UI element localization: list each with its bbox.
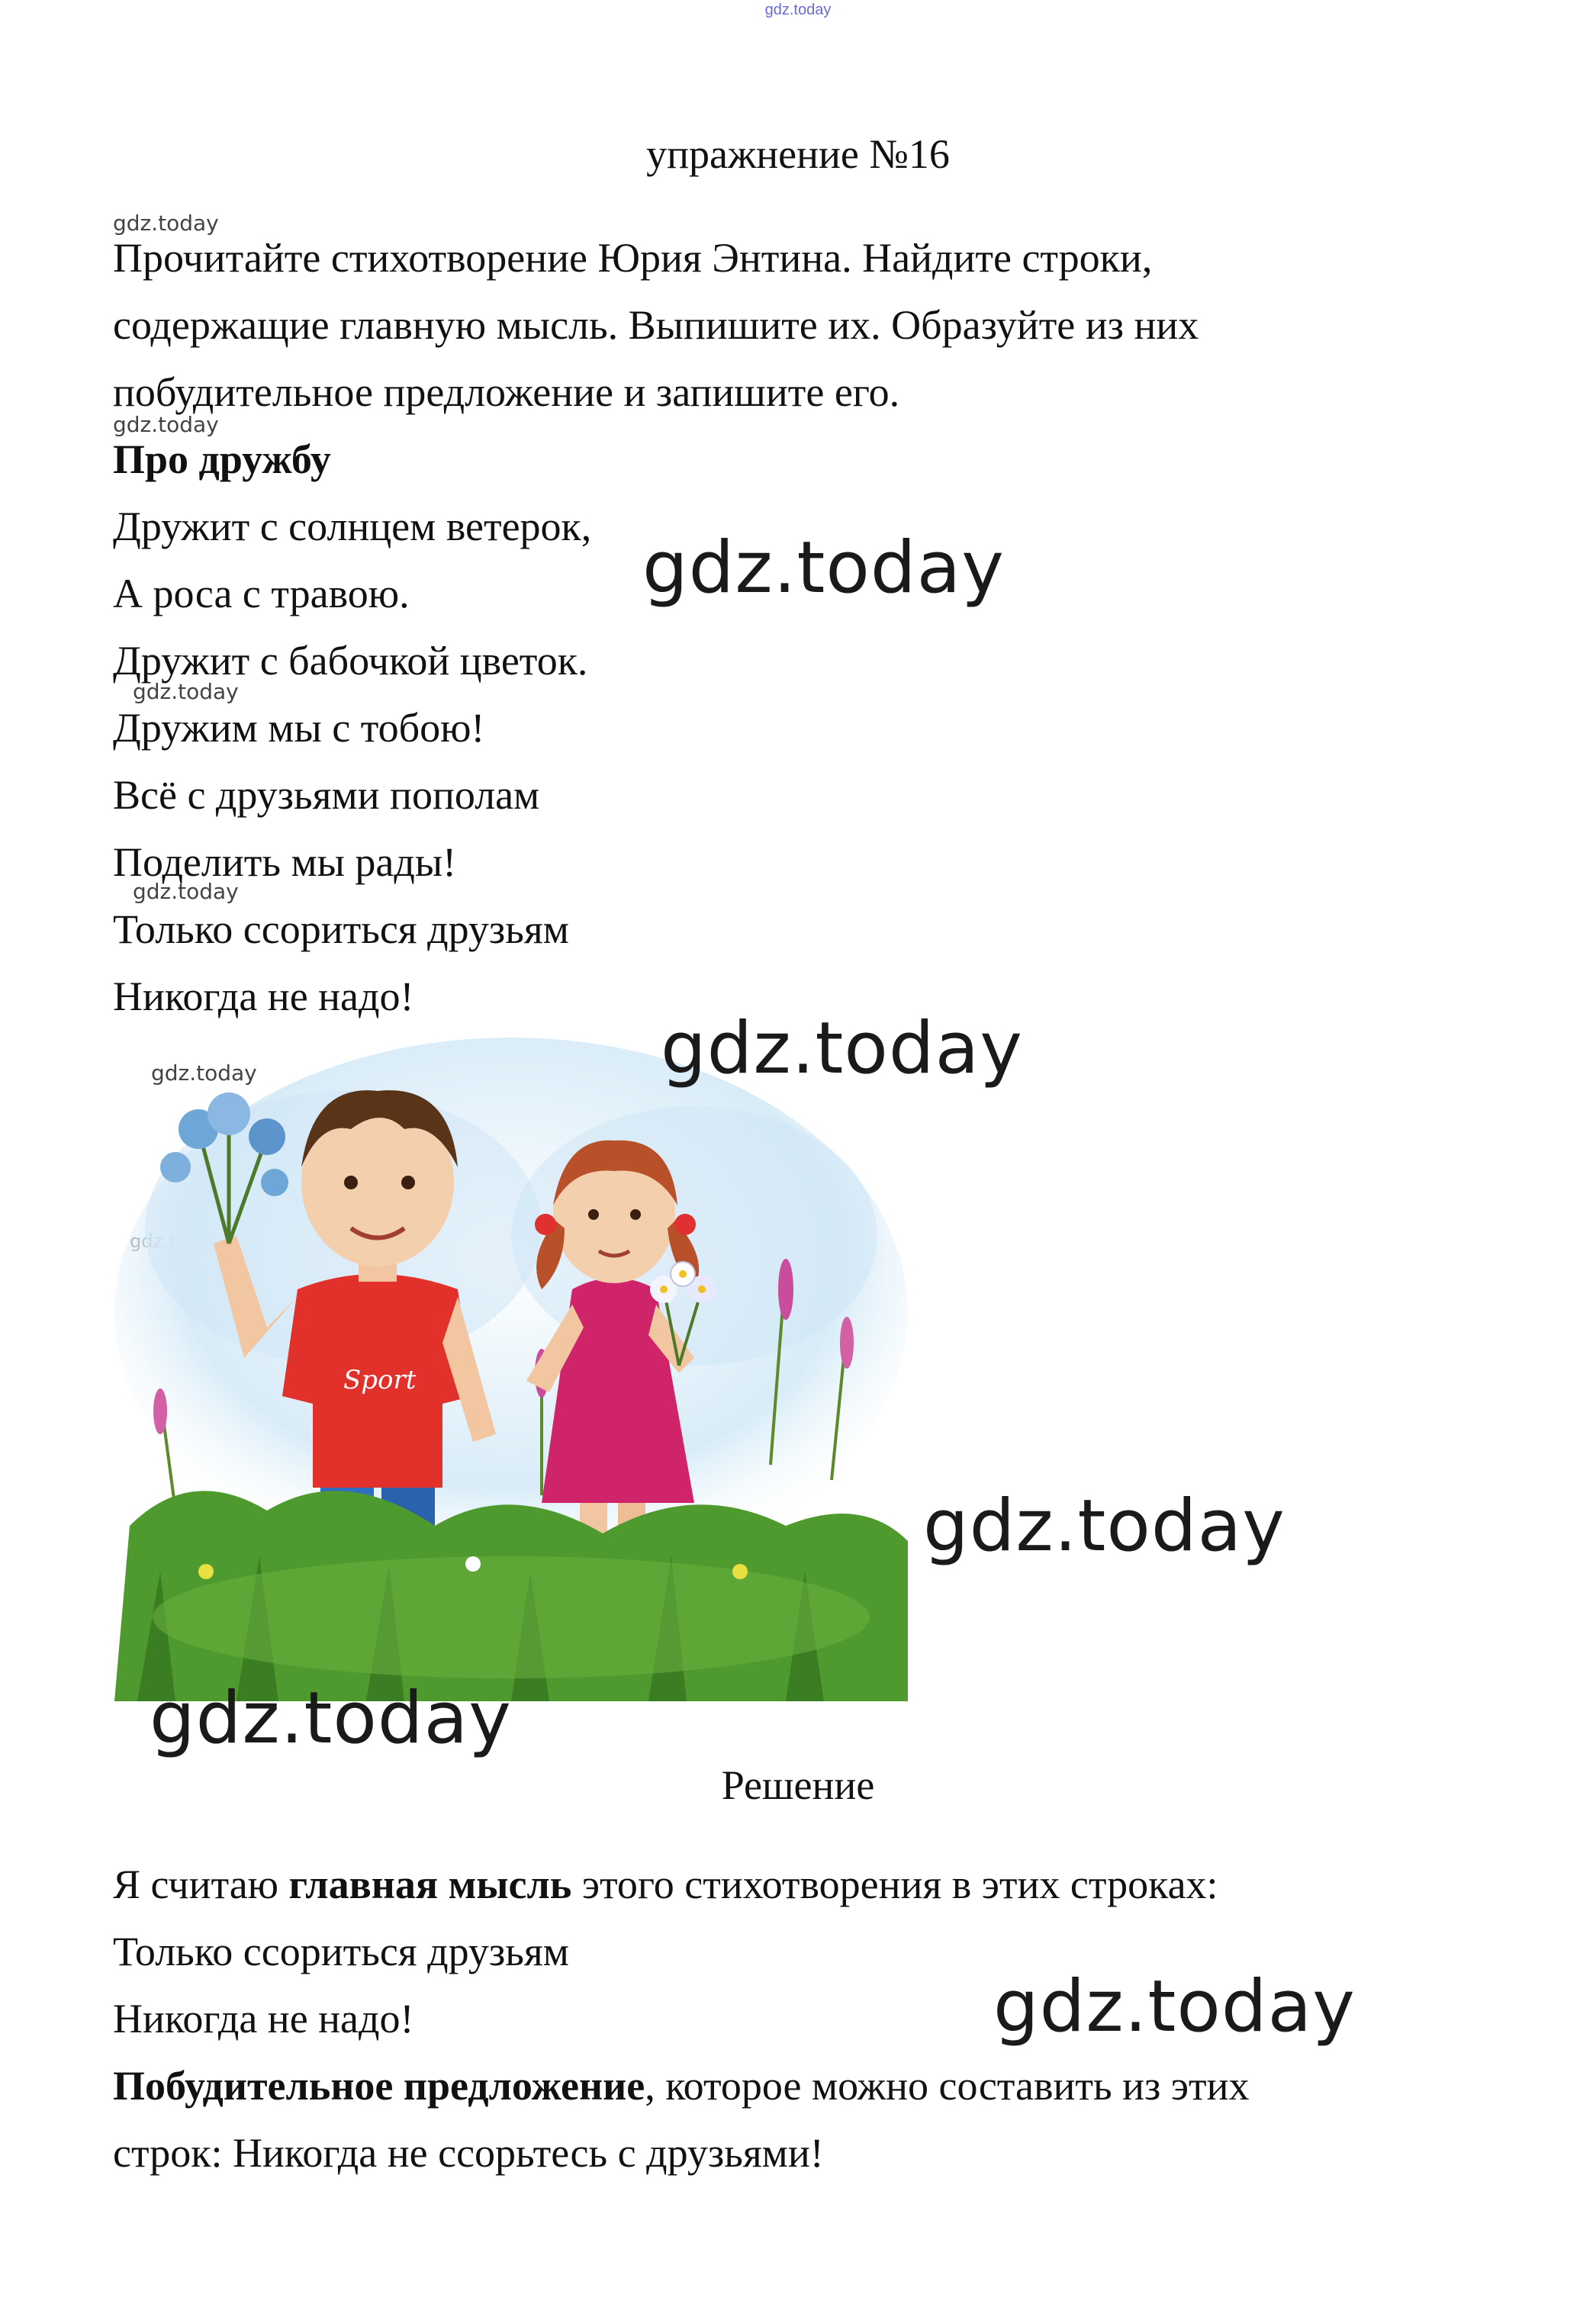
poem-line: Никогда не надо!: [113, 973, 414, 1019]
poem-line: Дружит с солнцем ветерок,: [113, 504, 592, 549]
poem-line: Поделить мы рады!: [113, 839, 457, 885]
poem-line: Всё с друзьями пополам: [113, 772, 540, 818]
watermark-large: gdz.today: [150, 1677, 512, 1760]
solution-imperative-label: Побудительное предложение: [113, 2063, 645, 2109]
task-line: Прочитайте стихотворение Юрия Энтина. Найдите строки,: [113, 235, 1153, 281]
watermark-large: gdz.today: [923, 1485, 1285, 1568]
solution-title: Решение: [721, 1762, 875, 1808]
solution-quote-line: Никогда не надо!: [113, 1996, 414, 2042]
watermark-large: gdz.today: [993, 1965, 1356, 2048]
watermark-small: gdz.today: [113, 412, 219, 437]
solution-main-idea-label: главная мысль: [288, 1861, 572, 1907]
watermark-small: gdz.today: [133, 679, 239, 704]
watermark-large: gdz.today: [642, 526, 1005, 610]
grass: [114, 1491, 908, 1701]
poem-line: Дружим мы с тобою!: [113, 705, 485, 751]
watermark-small: gdz.today: [133, 879, 239, 904]
illustration-drawing: [114, 1038, 908, 1701]
solution-line: [113, 1858, 1218, 1910]
watermark-large: gdz.today: [661, 1007, 1023, 1090]
poem-line: А роса с травою.: [113, 571, 410, 616]
solution-line-suffix: , которое можно составить из этих: [645, 2063, 1250, 2109]
solution-line-prefix: Я считаю: [113, 1861, 289, 1907]
solution-line-suffix: этого стихотворения в этих строках:: [571, 1861, 1218, 1907]
task-line: содержащие главную мысль. Выпишите их. Образуйте из них: [113, 302, 1199, 348]
poem-line: Дружит с бабочкой цветок.: [113, 638, 588, 684]
poem-line: Только ссориться друзьям: [113, 906, 569, 952]
task-line: побудительное предложение и запишите его.: [113, 369, 900, 415]
top-watermark: gdz.today: [764, 2, 832, 18]
exercise-title: упражнение №16: [646, 131, 950, 177]
solution-quote-line: Только ссориться друзьям: [113, 1929, 569, 1974]
shirt-text: Sport: [343, 1365, 417, 1395]
illustration-children-with-flowers: [114, 1038, 908, 1701]
watermark-small: gdz.today: [151, 1060, 257, 1086]
solution-line: [113, 2060, 1250, 2112]
solution-answer-line: строк: Никогда не ссорьтесь с друзьями!: [113, 2130, 824, 2176]
watermark-small: gdz.today: [113, 211, 219, 236]
poem-title: Про дружбу: [113, 436, 331, 482]
